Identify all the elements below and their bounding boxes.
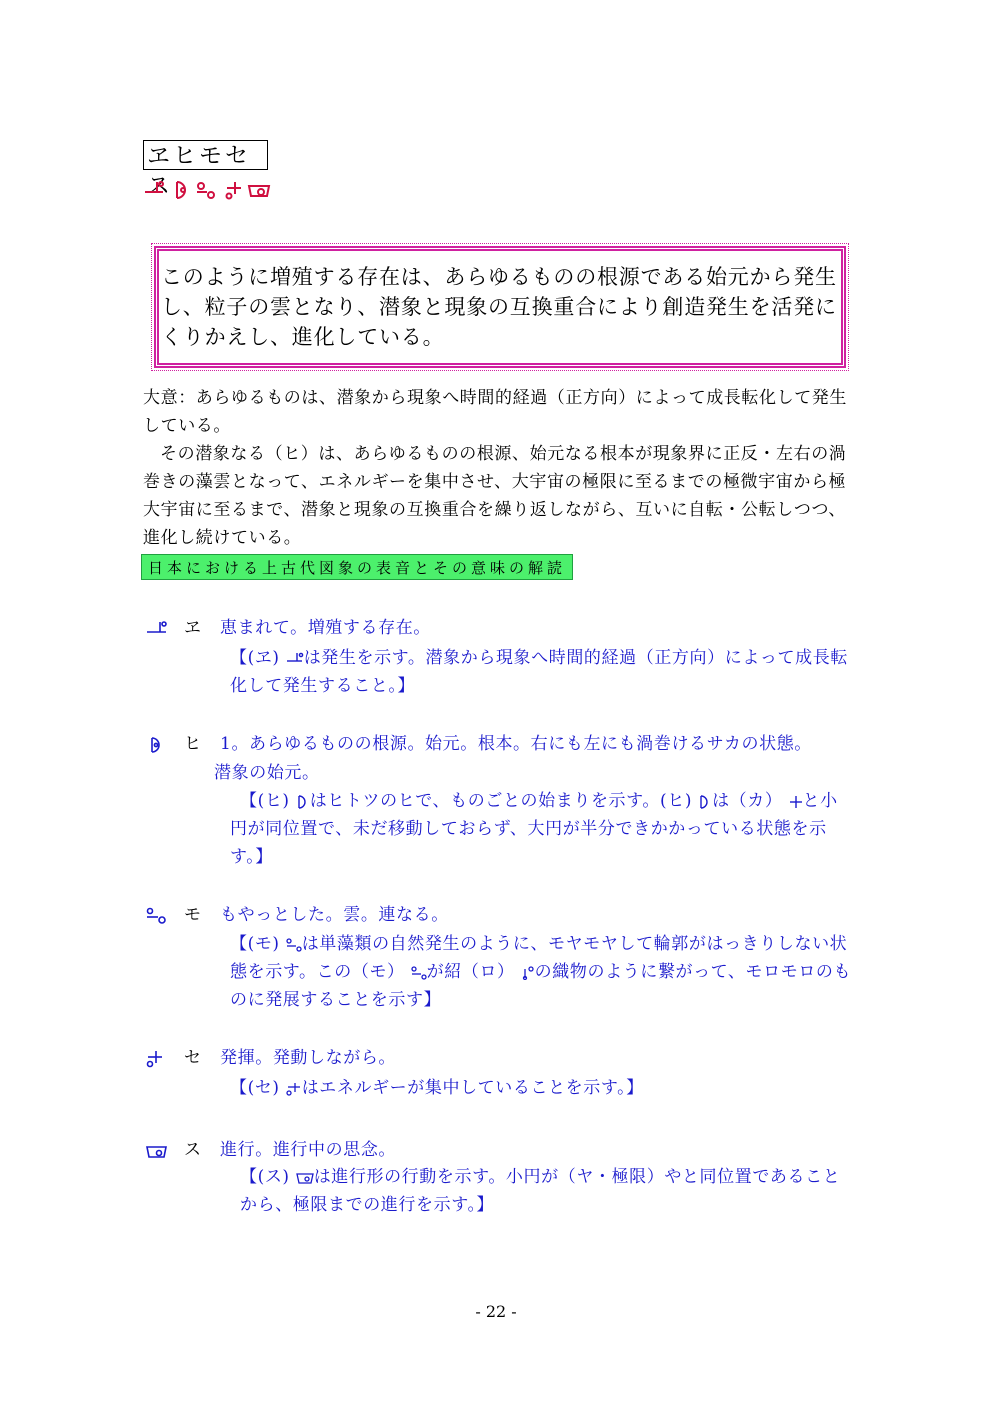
note-prefix: 【(モ) [230, 934, 280, 954]
glyph-hi-icon [146, 736, 168, 754]
note-body: と小円が同位置で、未だ移動しておらず、大円が半分できかかっている状態を示す。】 [230, 791, 838, 867]
page-title: ヱヒモセス [143, 140, 268, 170]
glyph-su-icon [296, 1171, 314, 1185]
entry-kana: ヒ [184, 734, 202, 754]
note-body: は進行形の行動を示す。小円が（ヤ・極限）やと同位置であることから、極限までの進行を示す。】 [240, 1167, 841, 1215]
entry-hi [146, 730, 866, 758]
glyph-hi-icon [296, 795, 310, 809]
note-body: は発生を示す。潜象から現象へ時間的経過（正方向）によって成長転化して発生すること。】 [230, 648, 848, 696]
glyph-se-icon [146, 1050, 168, 1068]
entry-meaning: 恵まれて。増殖する存在。 [220, 618, 431, 638]
note-body: はヒトツのヒで、ものごとの始まりを示す。(ヒ) [309, 791, 693, 811]
entry-note [230, 1074, 852, 1102]
glyph-ka-icon [789, 795, 803, 809]
entry-note [230, 787, 852, 871]
page-number: - 22 - [475, 1302, 517, 1321]
glyph-mo-icon [146, 907, 168, 925]
entry-note [230, 930, 852, 1014]
note-body: は（カ） [712, 791, 783, 811]
entry-e [146, 614, 866, 642]
glyph-mo-icon [286, 938, 302, 952]
entry-meaning: 発揮。発動しながら。 [220, 1048, 397, 1068]
quote-text: このように増殖する存在は、あらゆるものの根源である始元から発生し、粒子の雲となり、潜象と現象の互換重合により創造発生を活発にくりかえし、進化している。 [161, 265, 837, 349]
entry-se [146, 1044, 866, 1072]
entry-meaning: 1。あらゆるものの根源。始元。根本。右にも左にも渦巻けるサカの状態。 [220, 734, 812, 754]
entry-note [240, 1163, 852, 1219]
section-label: 日本における上古代図象の表音とその意味の解読 [141, 554, 573, 580]
entry-kana: モ [184, 905, 202, 925]
entry-su [146, 1136, 866, 1164]
glyph-e-icon [286, 652, 304, 666]
glyph-row [143, 178, 273, 202]
entry-note [230, 644, 852, 700]
note-body: が紹（ロ） [426, 962, 515, 982]
entry-kana: セ [184, 1048, 202, 1068]
glyph-hi-icon [698, 795, 712, 809]
entry-mo [146, 901, 866, 929]
glyph-sequence-icon [143, 178, 273, 204]
entry-meaning: 進行。進行中の思念。 [220, 1140, 397, 1160]
note-body: の織物のように繋がって、モロモロのものに発展することを示す】 [230, 962, 852, 1010]
entry-meaning-2: 潜象の始元。 [214, 763, 320, 783]
note-prefix: 【(セ) [230, 1078, 280, 1098]
glyph-su-icon [146, 1142, 168, 1160]
note-prefix: 【(ス) [240, 1167, 290, 1187]
glyph-se-icon [286, 1082, 302, 1096]
note-body: は単藻類の自然発生のように、モヤモヤして輪郭がはっきりしない状態を示す。この（モ） [230, 934, 848, 982]
note-prefix: 【(ヱ) [230, 648, 280, 668]
entry-kana: ヱ [184, 618, 202, 638]
glyph-e-icon [146, 620, 168, 638]
note-body: はエネルギーが集中していることを示す。】 [301, 1078, 644, 1098]
glyph-ro-icon [521, 966, 535, 980]
summary-paragraph-1: 大意：あらゆるものは、潜象から現象へ時間的経過（正方向）によって成長転化して発生している。 [143, 388, 847, 436]
glyph-mo-icon [411, 966, 427, 980]
note-prefix: 【(ヒ) [240, 791, 290, 811]
summary-paragraph-2: その潜象なる（ヒ）は、あらゆるものの根源、始元なる根本が現象界に正反・左右の渦巻きの藻雲となって、エネルギーを集中させ、大宇宙の極限に至るまでの極微宇宙から極大宇宙に至るまで、潜象と現象の互換重合を繰り返しながら、互いに自転・公転しつつ、進化し続けている。 [143, 444, 847, 548]
entry-kana: ス [184, 1140, 202, 1160]
entry-meaning: もやっとした。雲。連なる。 [220, 905, 449, 925]
